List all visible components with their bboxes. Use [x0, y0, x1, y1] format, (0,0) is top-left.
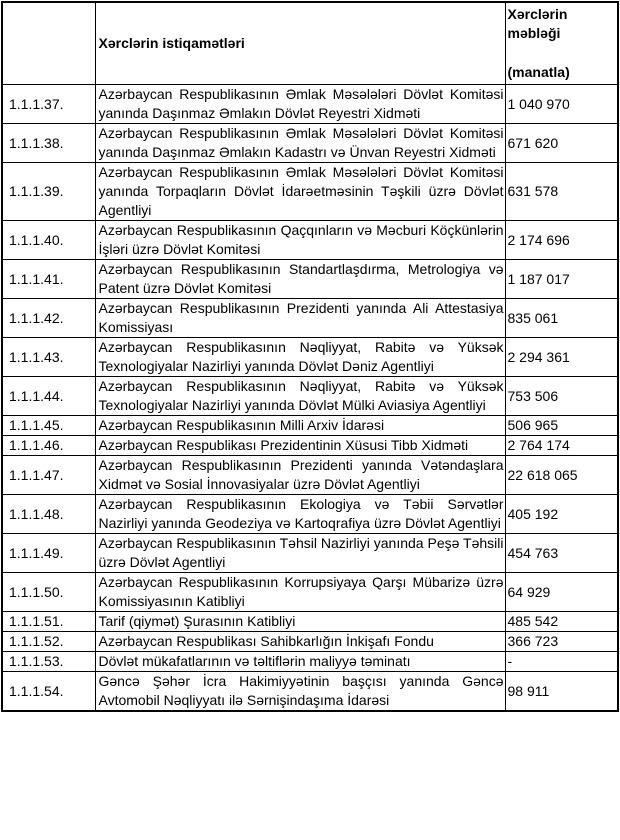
row-code-cell: 1.1.1.47. — [2, 456, 95, 495]
table-row — [2, 495, 618, 534]
table-row — [2, 163, 618, 221]
row-amount-cell: 2 294 361 — [505, 338, 618, 377]
table-row — [2, 672, 618, 712]
table-row — [2, 612, 618, 632]
row-code-cell: 1.1.1.44. — [2, 377, 95, 416]
table-row — [2, 652, 618, 672]
row-amount-cell: 2 764 174 — [505, 436, 618, 456]
row-direction-cell: Azərbaycan Respublikasının Milli Arxiv İdarəsi — [95, 416, 505, 436]
header-row — [2, 2, 618, 85]
row-amount-cell: 366 723 — [505, 632, 618, 652]
row-amount-cell: 405 192 — [505, 495, 618, 534]
row-direction-cell: Azərbaycan Respublikasının Qaçqınların və Məcburi Köçkünlərin İşləri üzrə Dövlət Komitəsi — [95, 221, 505, 260]
table-row — [2, 456, 618, 495]
row-direction-cell: Gəncə Şəhər İcra Hakimiyyətinin başçısı yanında Gəncə Avtomobil Nəqliyyatı ilə Sərnişindaşıma İdarəsi — [95, 672, 505, 712]
row-code-cell: 1.1.1.41. — [2, 260, 95, 299]
row-direction-cell: Tarif (qiymət) Şurasının Katibliyi — [95, 612, 505, 632]
row-direction-cell: Azərbaycan Respublikası Sahibkarlığın İnkişafı Fondu — [95, 632, 505, 652]
header-direction-cell — [95, 2, 505, 85]
document-page — [0, 1, 620, 840]
row-amount-cell: 2 174 696 — [505, 221, 618, 260]
row-amount-cell: 671 620 — [505, 124, 618, 163]
row-direction-cell: Azərbaycan Respublikasının Ekologiya və Təbii Sərvətlər Nazirliyi yanında Geodeziya və Kartoqrafiya üzrə Dövlət Agentliyi — [95, 495, 505, 534]
row-direction-cell: Azərbaycan Respublikasının Əmlak Məsələləri Dövlət Komitəsi yanında Daşınmaz Əmlakın Dövlət Reyestri Xidməti — [95, 85, 505, 124]
row-code-cell: 1.1.1.50. — [2, 573, 95, 612]
row-code-cell: 1.1.1.42. — [2, 299, 95, 338]
row-direction-cell: Azərbaycan Respublikasının Nəqliyyat, Rabitə və Yüksək Texnologiyalar Nazirliyi yanında Dövlət Dəniz Agentliyi — [95, 338, 505, 377]
row-direction-cell: Azərbaycan Respublikasının Təhsil Nazirliyi yanında Peşə Təhsili üzrə Dövlət Agentliyi — [95, 534, 505, 573]
table-row — [2, 416, 618, 436]
row-code-cell: 1.1.1.39. — [2, 163, 95, 221]
header-amount-unit: (manatla) — [507, 64, 570, 80]
row-direction-cell: Azərbaycan Respublikasının Prezidenti yanında Ali Attestasiya Komissiyası — [95, 299, 505, 338]
row-code-cell: 1.1.1.48. — [2, 495, 95, 534]
row-code-cell: 1.1.1.49. — [2, 534, 95, 573]
row-code-cell: 1.1.1.45. — [2, 416, 95, 436]
row-direction-cell: Azərbaycan Respublikasının Prezidenti yanında Vətəndaşlara Xidmət və Sosial İnnovasiyalar üzrə Dövlət Agentliyi — [95, 456, 505, 495]
row-code-cell: 1.1.1.40. — [2, 221, 95, 260]
header-direction-label: Xərclərin istiqamətləri — [98, 35, 245, 51]
row-direction-cell: Azərbaycan Respublikasının Əmlak Məsələləri Dövlət Komitəsi yanında Torpaqların Dövlət İdarəetməsinin Təşkili üzrə Dövlət Agentliyi — [95, 163, 505, 221]
table-row — [2, 436, 618, 456]
row-amount-cell: 22 618 065 — [505, 456, 618, 495]
row-amount-cell: 1 040 970 — [505, 85, 618, 124]
row-code-cell: 1.1.1.54. — [2, 672, 95, 712]
row-direction-cell: Azərbaycan Respublikasının Korrupsiyaya Qarşı Mübarizə üzrə Komissiyasının Katibliyi — [95, 573, 505, 612]
header-amount-cell — [505, 2, 618, 85]
row-amount-cell: 631 578 — [505, 163, 618, 221]
table-row — [2, 299, 618, 338]
row-amount-cell: 753 506 — [505, 377, 618, 416]
header-amount-title: Xərclərin məbləği — [507, 6, 568, 41]
table-row — [2, 534, 618, 573]
row-amount-cell: 64 929 — [505, 573, 618, 612]
row-direction-cell: Azərbaycan Respublikasının Standartlaşdırma, Metrologiya və Patent üzrə Dövlət Komitəsi — [95, 260, 505, 299]
table-row — [2, 573, 618, 612]
row-amount-cell: 98 911 — [505, 672, 618, 712]
row-code-cell: 1.1.1.53. — [2, 652, 95, 672]
row-direction-cell: Dövlət mükafatlarının və təltiflərin maliyyə təminatı — [95, 652, 505, 672]
row-direction-cell: Azərbaycan Respublikasının Nəqliyyat, Rabitə və Yüksək Texnologiyalar Nazirliyi yanında Dövlət Mülki Aviasiya Agentliyi — [95, 377, 505, 416]
row-direction-cell: Azərbaycan Respublikasının Əmlak Məsələləri Dövlət Komitəsi yanında Daşınmaz Əmlakın Kadastrı və Ünvan Reyestri Xidməti — [95, 124, 505, 163]
table-row — [2, 632, 618, 652]
table-row — [2, 85, 618, 124]
table-row — [2, 260, 618, 299]
row-code-cell: 1.1.1.52. — [2, 632, 95, 652]
table-row — [2, 221, 618, 260]
table-row — [2, 124, 618, 163]
table-row — [2, 338, 618, 377]
row-amount-cell: 454 763 — [505, 534, 618, 573]
expenses-table — [1, 1, 619, 712]
row-amount-cell: 506 965 — [505, 416, 618, 436]
row-code-cell: 1.1.1.37. — [2, 85, 95, 124]
table-row — [2, 377, 618, 416]
header-code-cell — [2, 2, 95, 85]
row-code-cell: 1.1.1.46. — [2, 436, 95, 456]
row-amount-cell: 485 542 — [505, 612, 618, 632]
row-code-cell: 1.1.1.43. — [2, 338, 95, 377]
row-amount-cell: 835 061 — [505, 299, 618, 338]
table-body — [2, 85, 618, 712]
row-amount-cell: - — [505, 652, 618, 672]
row-amount-cell: 1 187 017 — [505, 260, 618, 299]
row-code-cell: 1.1.1.51. — [2, 612, 95, 632]
row-direction-cell: Azərbaycan Respublikası Prezidentinin Xüsusi Tibb Xidməti — [95, 436, 505, 456]
row-code-cell: 1.1.1.38. — [2, 124, 95, 163]
